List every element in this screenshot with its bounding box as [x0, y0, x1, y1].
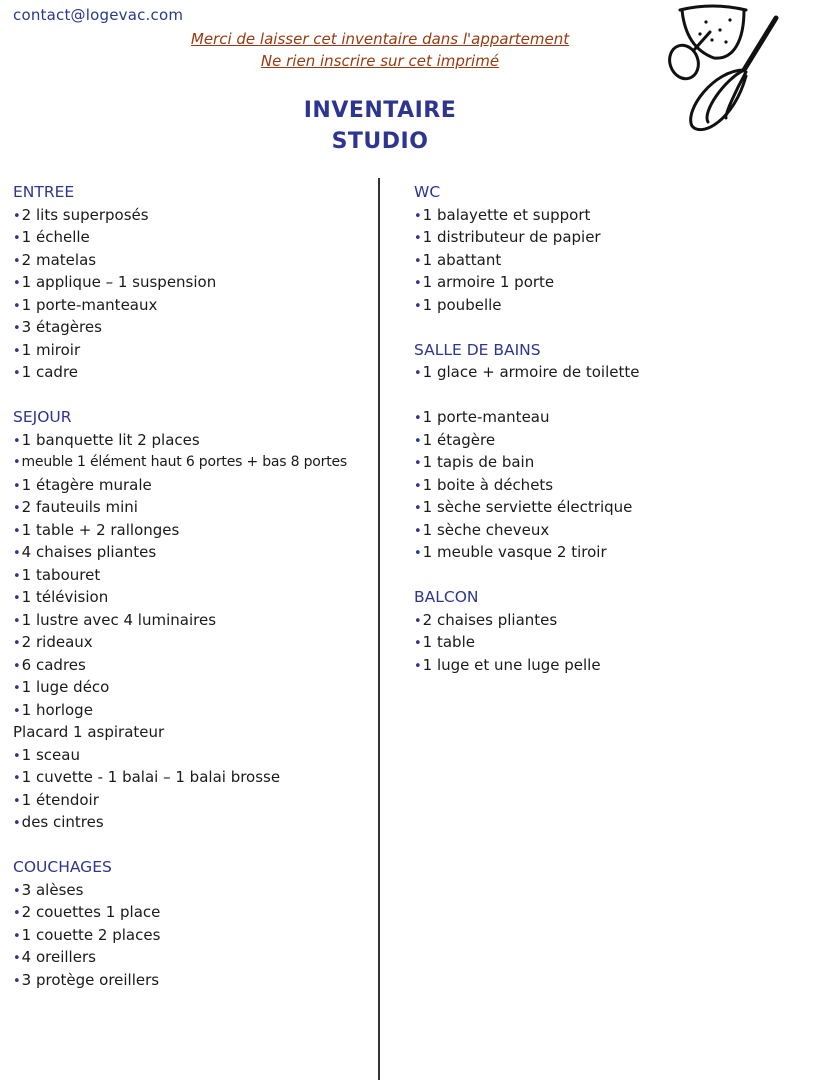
- bullet-icon: •: [414, 366, 422, 381]
- list-item: [13, 631, 373, 654]
- bullet-icon: •: [414, 433, 422, 449]
- section-entree: [13, 181, 373, 384]
- bullet-icon: •: [13, 951, 21, 966]
- list-item-text: 1 boite à déchets: [422, 475, 554, 494]
- page-title: INVENTAIRE: [303, 98, 457, 123]
- list-item: [13, 946, 373, 969]
- list-item: [414, 361, 814, 384]
- list-item-text: 1 luge déco: [21, 678, 110, 696]
- list-item-text: 1 sèche cheveux: [422, 520, 550, 539]
- bullet-icon: •: [414, 501, 422, 516]
- list-item: [13, 654, 373, 677]
- bullet-icon: •: [13, 748, 21, 764]
- list-item-text: 3 protège oreillers: [21, 970, 160, 989]
- section-title: COUCHAGES: [13, 858, 112, 876]
- bullet-icon: •: [13, 591, 21, 606]
- bullet-icon: •: [13, 523, 21, 539]
- section-salle-de-bains: [414, 339, 814, 564]
- list-item: [13, 249, 373, 272]
- left-column: [13, 181, 373, 1014]
- list-item-text: 2 rideaux: [21, 633, 93, 651]
- list-item-text: 2 lits superposés: [21, 205, 149, 224]
- bullet-icon: •: [414, 411, 422, 426]
- list-item-text: 1 poubelle: [422, 295, 502, 314]
- list-item: [13, 901, 373, 924]
- list-item-text: 1 horloge: [21, 700, 93, 719]
- bullet-icon: •: [13, 658, 21, 674]
- list-item: [13, 721, 373, 744]
- right-column: [414, 181, 814, 699]
- list-item-text: 1 porte-manteau: [422, 408, 550, 426]
- bullet-icon: •: [13, 771, 21, 786]
- list-item: [13, 451, 373, 474]
- bullet-icon: •: [13, 793, 21, 809]
- section-balcon: [414, 586, 814, 676]
- section-title: SALLE DE BAINS: [414, 340, 541, 359]
- list-item-text: 2 couettes 1 place: [21, 903, 161, 921]
- list-item: [13, 744, 373, 767]
- list-item-text: 1 tabouret: [21, 565, 101, 584]
- list-item-text: 3 alèses: [21, 880, 84, 899]
- list-item: [13, 564, 373, 587]
- bullet-icon: •: [13, 613, 21, 629]
- list-item: [13, 879, 373, 902]
- list-item-text: Placard 1 aspirateur: [13, 723, 165, 741]
- list-item: [414, 541, 814, 564]
- bullet-icon: •: [13, 208, 21, 224]
- bullet-icon: •: [414, 231, 422, 246]
- list-item: [414, 406, 814, 429]
- bullet-icon: •: [414, 658, 422, 674]
- column-divider: [378, 178, 380, 1080]
- list-item: [414, 451, 814, 474]
- list-item-text: meuble 1 élément haut 6 portes + bas 8 portes: [21, 454, 347, 470]
- section-title: BALCON: [414, 588, 479, 606]
- bullet-icon: •: [13, 568, 21, 584]
- list-item: [13, 519, 373, 542]
- bullet-icon: •: [414, 276, 422, 291]
- list-item-text: 2 matelas: [21, 250, 97, 269]
- bullet-icon: •: [13, 816, 21, 831]
- list-item: [13, 361, 373, 384]
- kitchen-utensils-icon: [664, 0, 784, 135]
- list-item-text: 1 applique – 1 suspension: [21, 273, 217, 291]
- bullet-icon: •: [13, 973, 21, 989]
- list-item: [13, 811, 373, 834]
- list-item-text: 1 lustre avec 4 luminaires: [21, 610, 217, 629]
- list-item: [13, 541, 373, 564]
- list-item: [414, 609, 814, 632]
- bullet-icon: •: [13, 231, 21, 246]
- section-sejour: [13, 406, 373, 834]
- bullet-icon: •: [13, 366, 21, 381]
- list-item: [414, 474, 814, 497]
- contact-email: contact@logevac.com: [13, 6, 184, 24]
- bullet-icon: •: [414, 523, 422, 539]
- list-item: [13, 699, 373, 722]
- bullet-icon: •: [13, 343, 21, 359]
- bullet-icon: •: [414, 298, 422, 314]
- list-item: [13, 789, 373, 812]
- list-item: [13, 271, 373, 294]
- section-title: WC: [414, 183, 441, 201]
- list-item: [414, 204, 814, 227]
- bullet-icon: •: [414, 613, 422, 629]
- list-item-text: 1 étendoir: [21, 790, 99, 809]
- page-subtitle: STUDIO: [331, 129, 429, 154]
- list-item: [13, 609, 373, 632]
- bullet-icon: •: [13, 883, 21, 899]
- section-title: ENTREE: [13, 183, 75, 201]
- list-item-text: 1 table: [422, 633, 475, 651]
- list-item-text: 3 étagères: [21, 318, 102, 336]
- list-item-text: 2 chaises pliantes: [422, 610, 558, 629]
- notice-leave-inventory: Merci de laisser cet inventaire dans l'appartement: [190, 30, 570, 48]
- list-item: [13, 474, 373, 497]
- list-item: [13, 766, 373, 789]
- list-item-text: 1 étagère murale: [21, 475, 152, 494]
- list-item-text: 1 échelle: [21, 228, 90, 246]
- list-item: [414, 249, 814, 272]
- bullet-icon: •: [13, 636, 21, 651]
- list-item-text: 1 glace + armoire de toilette: [422, 363, 640, 381]
- list-item: [13, 969, 373, 992]
- list-item-text: 1 sceau: [21, 745, 80, 764]
- list-item-text: 1 étagère: [422, 430, 496, 449]
- list-item: [414, 496, 814, 519]
- list-item: [414, 519, 814, 542]
- list-item-text: 1 couette 2 places: [21, 925, 161, 944]
- section-wc: [414, 181, 814, 316]
- bullet-icon: •: [13, 906, 21, 921]
- list-item-text: 1 luge et une luge pelle: [422, 655, 601, 674]
- list-item: [414, 429, 814, 452]
- list-item: [13, 226, 373, 249]
- bullet-icon: •: [414, 456, 422, 471]
- list-item: [13, 586, 373, 609]
- list-item: [13, 924, 373, 947]
- bullet-icon: •: [13, 478, 21, 494]
- bullet-icon: •: [13, 276, 21, 291]
- bullet-icon: •: [13, 546, 21, 561]
- list-item: [414, 654, 814, 677]
- list-item-text: 1 meuble vasque 2 tiroir: [422, 543, 607, 561]
- list-item-text: 1 armoire 1 porte: [422, 273, 555, 291]
- bullet-icon: •: [13, 928, 21, 944]
- bullet-icon: •: [13, 455, 21, 470]
- list-item-text: 1 abattant: [422, 250, 502, 269]
- list-item: [414, 271, 814, 294]
- list-item-text: des cintres: [21, 813, 104, 831]
- list-item-text: 1 porte-manteaux: [21, 295, 158, 314]
- spacer: [414, 384, 814, 407]
- list-item-text: 1 télévision: [21, 588, 109, 606]
- list-item-text: 4 chaises pliantes: [21, 543, 157, 561]
- list-item-text: 1 balayette et support: [422, 205, 591, 224]
- list-item: [13, 204, 373, 227]
- bullet-icon: •: [13, 501, 21, 516]
- list-item-text: 1 distributeur de papier: [422, 228, 601, 246]
- list-item-text: 1 miroir: [21, 340, 81, 359]
- bullet-icon: •: [414, 478, 422, 494]
- bullet-icon: •: [13, 681, 21, 696]
- notice-do-not-write: Ne rien inscrire sur cet imprimé: [260, 52, 500, 70]
- bullet-icon: •: [13, 703, 21, 719]
- bullet-icon: •: [414, 546, 422, 561]
- section-couchages: [13, 856, 373, 991]
- list-item-text: 1 tapis de bain: [422, 453, 535, 471]
- bullet-icon: •: [414, 253, 422, 269]
- bullet-icon: •: [414, 636, 422, 651]
- list-item: [414, 226, 814, 249]
- list-item: [13, 429, 373, 452]
- list-item: [13, 294, 373, 317]
- list-item-text: 1 sèche serviette électrique: [422, 498, 633, 516]
- list-item-text: 4 oreillers: [21, 948, 96, 966]
- bullet-icon: •: [13, 433, 21, 449]
- list-item: [414, 631, 814, 654]
- bullet-icon: •: [13, 298, 21, 314]
- list-item: [13, 339, 373, 362]
- bullet-icon: •: [13, 253, 21, 269]
- section-title: SEJOUR: [13, 408, 72, 426]
- list-item: [13, 316, 373, 339]
- list-item: [13, 676, 373, 699]
- list-item-text: 1 cadre: [21, 363, 79, 381]
- list-item: [13, 496, 373, 519]
- list-item-text: 6 cadres: [21, 655, 86, 674]
- list-item-text: 2 fauteuils mini: [21, 498, 138, 516]
- list-item-text: 1 cuvette - 1 balai – 1 balai brosse: [21, 768, 281, 786]
- list-item: [414, 294, 814, 317]
- list-item-text: 1 banquette lit 2 places: [21, 430, 200, 449]
- list-item-text: 1 table + 2 rallonges: [21, 520, 180, 539]
- bullet-icon: •: [414, 208, 422, 224]
- bullet-icon: •: [13, 321, 21, 336]
